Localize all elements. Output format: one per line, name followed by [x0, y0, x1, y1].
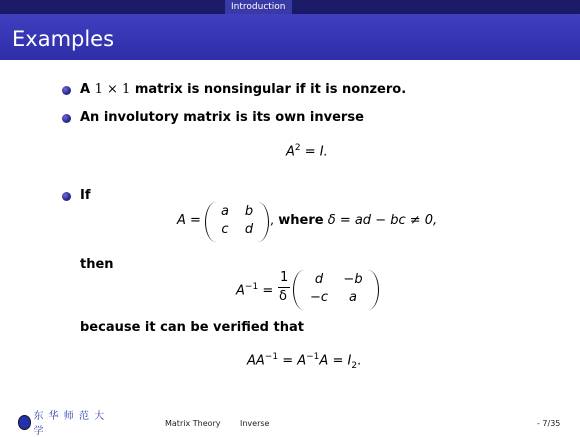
- frame-title: Examples: [12, 27, 115, 51]
- fraction-denominator: δ: [279, 289, 287, 304]
- matrix-a-cell: c: [221, 222, 229, 237]
- where-clause: , where δ = ad − bc ≠ 0,: [270, 213, 438, 228]
- matrix-a-cell: d: [244, 222, 254, 237]
- matrix-a: [205, 202, 269, 242]
- fraction-numerator: 1: [280, 270, 289, 285]
- eq-rest: = I.: [304, 144, 328, 160]
- footer-course: Matrix Theory: [165, 419, 221, 428]
- bullet-icon: [62, 114, 71, 123]
- inverse-matrix-cell: a: [349, 290, 357, 305]
- if-label: If: [80, 188, 91, 203]
- bullet-icon: [62, 86, 71, 95]
- bullet-one-math: 1 × 1: [94, 82, 131, 97]
- inverse-matrix-cell: d: [314, 272, 324, 287]
- bullet-one-text: [80, 82, 406, 98]
- university-seal-icon: [18, 415, 31, 430]
- bullet-two-text: An involutory matrix is its own inverse: [80, 110, 364, 125]
- inverse-matrix-cell: −b: [343, 272, 363, 287]
- because-label: because it can be verified that: [80, 320, 304, 335]
- eq-base: A: [286, 144, 295, 160]
- bullet-one-prefix: A: [80, 82, 91, 97]
- bullet-icon: [62, 192, 71, 201]
- delta-equation: δ = ad − bc ≠ 0,: [327, 213, 438, 228]
- university-logo: [18, 411, 110, 437]
- footer-topic: Inverse: [240, 419, 270, 428]
- where-label: where: [278, 213, 324, 228]
- footer-page-number: - 7/35: [537, 419, 561, 428]
- university-name: 东 华 师 范 大 学: [33, 411, 106, 437]
- inverse-matrix-cell: −c: [309, 290, 329, 305]
- bullet-one-suffix: matrix is nonsingular if it is nonzero.: [134, 82, 407, 97]
- then-label: then: [80, 257, 114, 272]
- involutory-equation: [286, 143, 328, 159]
- matrix-a-cell: a: [221, 204, 229, 219]
- matrix-a-cell: b: [244, 204, 254, 219]
- eq-exponent: 2: [294, 143, 301, 153]
- inverse-lhs: $A^{-1}$ =: [236, 282, 274, 299]
- section-tab-introduction[interactable]: Introduction: [225, 0, 292, 14]
- matrix-a-lhs: A =: [177, 213, 201, 228]
- verification-equation: $AA^{-1} = A^{-1}A = I_2$.: [247, 352, 362, 371]
- inverse-matrix: [293, 270, 379, 310]
- fraction-bar: [278, 287, 290, 288]
